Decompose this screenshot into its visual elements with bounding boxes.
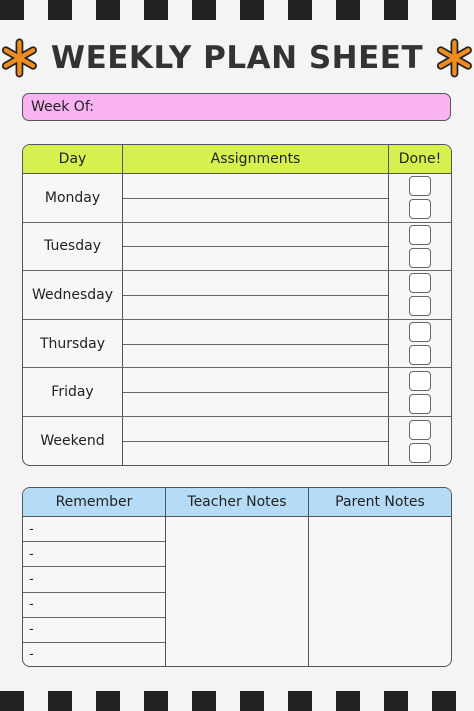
list-item[interactable]: -	[23, 567, 165, 592]
day-label: Tuesday	[23, 223, 123, 271]
done-checkbox[interactable]	[409, 345, 431, 365]
header-assignments: Assignments	[123, 145, 389, 173]
day-label: Thursday	[23, 320, 123, 368]
table-row	[23, 320, 451, 369]
assignment-lines[interactable]	[123, 223, 389, 271]
page-title: WEEKLY PLAN SHEET	[50, 40, 424, 76]
assignment-lines[interactable]	[123, 174, 389, 222]
done-checkbox[interactable]	[409, 420, 431, 440]
remember-column	[23, 517, 166, 667]
table-row	[23, 417, 451, 466]
teacher-notes-area[interactable]	[166, 517, 309, 667]
header-done: Done!	[398, 151, 442, 167]
title-row	[0, 32, 474, 84]
parent-notes-area[interactable]	[309, 517, 451, 667]
table-row	[23, 223, 451, 272]
asterisk-icon	[435, 38, 474, 78]
top-stripe-border	[0, 0, 474, 20]
day-label: Friday	[23, 368, 123, 416]
notes-table	[22, 487, 452, 667]
day-label: Weekend	[23, 417, 123, 466]
assignment-lines[interactable]	[123, 368, 389, 416]
list-item[interactable]: -	[23, 542, 165, 567]
done-checkbox[interactable]	[409, 443, 431, 463]
list-item[interactable]: -	[23, 618, 165, 643]
assignment-lines[interactable]	[123, 417, 389, 466]
done-checkbox[interactable]	[409, 225, 431, 245]
week-of-field[interactable]	[22, 93, 451, 121]
week-of-label: Week Of:	[31, 99, 94, 115]
done-checkbox[interactable]	[409, 371, 431, 391]
done-checkbox[interactable]	[409, 248, 431, 268]
done-checkbox[interactable]	[409, 394, 431, 414]
day-label: Monday	[23, 174, 123, 222]
day-label: Wednesday	[23, 271, 123, 319]
done-checkbox[interactable]	[409, 176, 431, 196]
list-item[interactable]: -	[23, 517, 165, 542]
table-row	[23, 368, 451, 417]
table-row	[23, 271, 451, 320]
done-checkbox[interactable]	[409, 273, 431, 293]
assignment-lines[interactable]	[123, 271, 389, 319]
header-day: Day	[23, 145, 123, 173]
plan-header-row	[23, 145, 451, 174]
header-parent-notes: Parent Notes	[335, 494, 425, 510]
done-checkbox[interactable]	[409, 296, 431, 316]
header-teacher-notes: Teacher Notes	[166, 488, 309, 516]
list-item[interactable]: -	[29, 647, 34, 663]
bottom-stripe-border	[0, 691, 474, 711]
header-remember: Remember	[23, 488, 166, 516]
done-checkbox[interactable]	[409, 322, 431, 342]
list-item[interactable]: -	[23, 593, 165, 618]
asterisk-icon	[0, 38, 39, 78]
table-row	[23, 174, 451, 223]
assignment-lines[interactable]	[123, 320, 389, 368]
done-checkbox[interactable]	[409, 199, 431, 219]
notes-header-row	[23, 488, 451, 517]
weekly-plan-table	[22, 144, 452, 466]
